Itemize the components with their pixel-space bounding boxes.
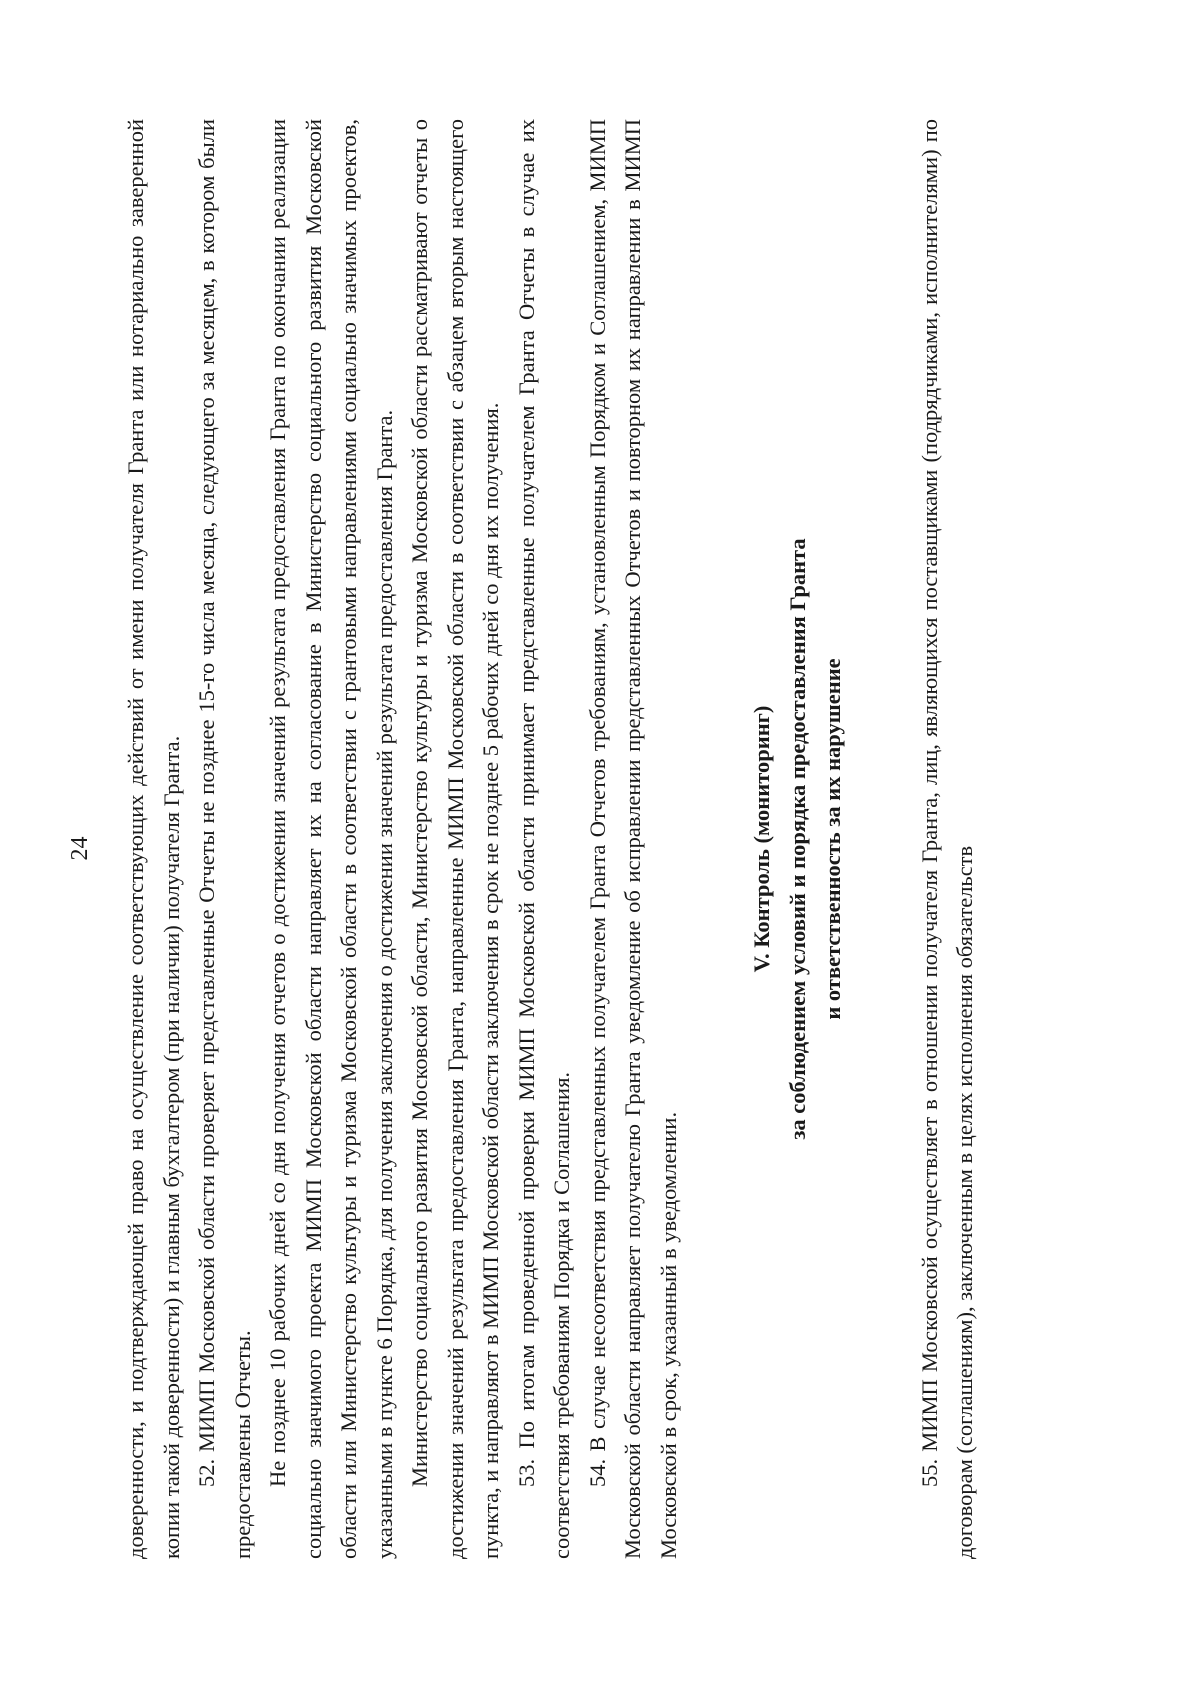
section-heading-line-2: за соблюдением условий и порядка предоставления Гранта [784, 538, 810, 1140]
paragraph-52-third: Министерство социального развития Московской области, Министерство культуры и туризма Московской области рассматривают отчеты о достижении значений результата предоставления Гранта, направленные МИМП Московской области в соответствии с абзацем вторым настоящего пункта, и направляют в МИМП Московской области заключения в срок не позднее 5 рабочих дней со дня их получения. [407, 119, 503, 1559]
paragraph-55: 55. МИМП Московской осуществляет в отношении получателя Гранта, лиц, являющихся поставщиками (подрядчиками, исполнителями) по договорам (соглашениям), заключенным в целях исполнения обязательств [916, 119, 977, 1559]
paragraph-52-second: Не позднее 10 рабочих дней со дня получения отчетов о достижении значений результата предоставления Гранта по окончании реализации социально значимого проекта МИМП Московской области направляет их на согласование в Министерство социального развития Московской области или Министерство культуры и туризма Московской области в соответствии с грантовыми направлениями социально значимых проектов, указанными в пункте 6 Порядка, для получения заключения о достижении значений результата предоставления Гранта. [265, 119, 397, 1559]
section-heading-line-1: V. Контроль (мониторинг) [749, 705, 774, 973]
paragraph-52: 52. МИМП Московской области проверяет представленные Отчеты не позднее 15-го числа месяца, следующего за месяцем, в котором были предоставлены Отчеты. [194, 119, 255, 1559]
section-heading-line-3: и ответственность за их нарушение [820, 658, 845, 1020]
page-number: 24 [67, 836, 93, 861]
document-body [118, 119, 983, 1559]
paragraph-54: 54. В случае несоответствия представленных получателем Гранта Отчетов требованиям, установленным Порядком и Соглашением, МИМП Московской области направляет получателю Гранта уведомление об исправлении представленных Отчетов и повторном их направлении в МИМП Московской в срок, указанный в уведомлении. [584, 119, 681, 1559]
paragraph-53: 53. По итогам проведенной проверки МИМП Московской области принимает представленные получателем Гранта Отчеты в случае их соответствия требованиям Порядка и Соглашения. [513, 119, 574, 1559]
section-heading [744, 119, 851, 1559]
paragraph-continuation: доверенности, и подтверждающей право на осуществление соответствующих действий от имени получателя Гранта или нотариально заверенной копии такой доверенности) и главным бухгалтером (при наличии) получателя Гранта. [123, 119, 184, 1559]
